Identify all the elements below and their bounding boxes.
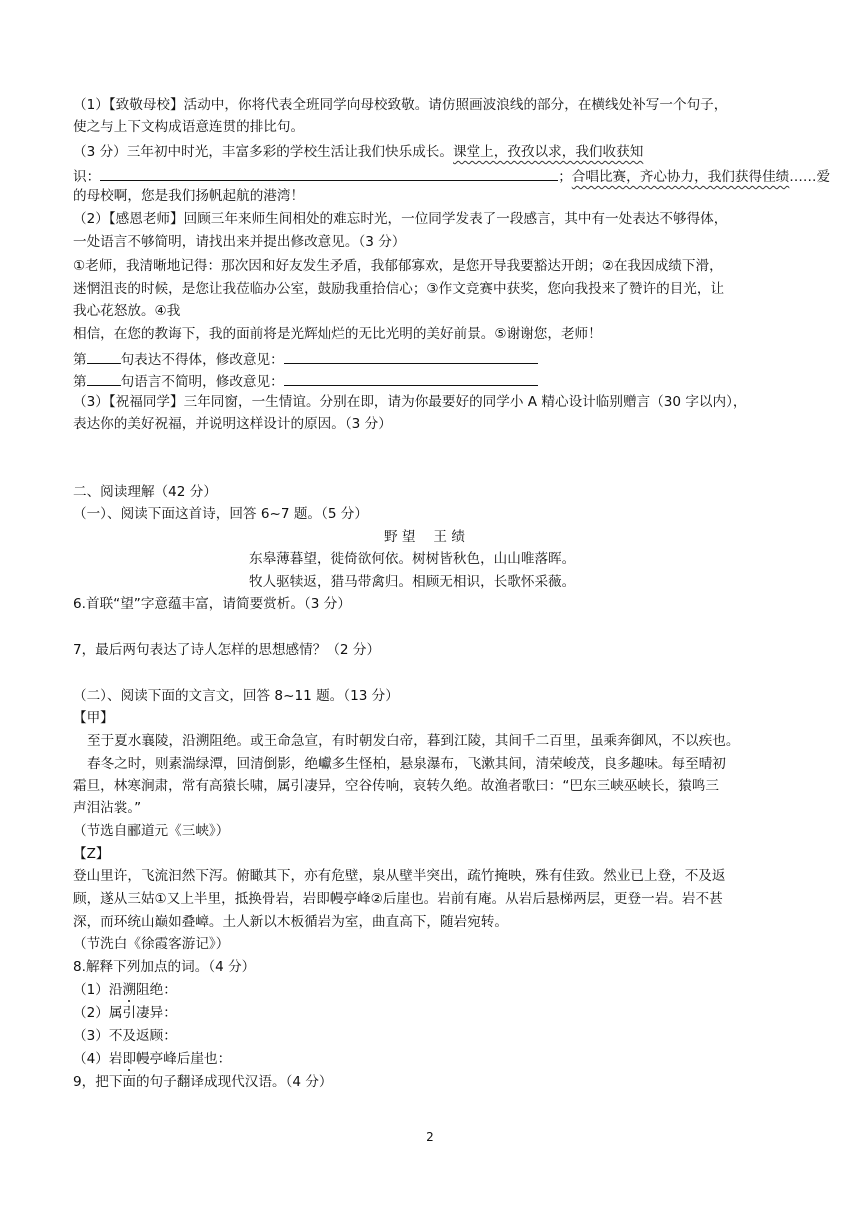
part2-heading: （二）、阅读下面的文言文，回答 8~11 题。（13 分） [73, 688, 399, 704]
q3-line-1: （3）【祝福同学】三年同窗，一生情谊。分别在即，请为你最要好的同学小 A 精心设计临别赠言（30 字以内）， [73, 394, 747, 410]
revision-blank[interactable] [284, 348, 538, 364]
q8-text: （4）岩 [73, 1051, 123, 1067]
question-9: 9，把下面的句子翻译成现代汉语。（4 分） [73, 1074, 333, 1090]
passage-jia-line: 至于夏水襄陵，沿溯阻绝。或王命急宣，有时朝发白帝，暮到江陵，其间千二百里，虽乘奔御风，不以疾也。 [87, 733, 740, 749]
q8-text: （3）不及返 [73, 1028, 150, 1044]
revision-blank[interactable] [284, 370, 538, 386]
q8-text: 顾 [149, 1028, 164, 1044]
q1-line-2: 使之与上下文构成语意连贯的排比句。 [73, 119, 305, 135]
sentence-number-blank[interactable] [87, 370, 121, 386]
sentence-number-blank[interactable] [87, 348, 121, 364]
poem-line-1: 东皋薄暮望，徙倚欲何依。树树皆秋色，山山唯落晖。 [249, 551, 576, 567]
passage-jia-line: 霜旦，林寒涧肃，常有高猿长啸，属引凄异，空谷传响，哀转久绝。故渔者歌曰：“巴东三峡巫峡长，猿鸣三 [73, 778, 719, 794]
wavy-underlined-sentence: 课堂上，孜孜以求，我们收获知 [453, 144, 644, 160]
page-number: 2 [426, 1130, 434, 1144]
question-8: 8.解释下列加点的词。（4 分） [73, 959, 256, 975]
q2-text: 第 [73, 374, 87, 390]
q1-line-3 [73, 143, 643, 161]
q2-text: 句语言不简明，修改意见： [120, 374, 284, 390]
q8-text: ： [163, 1028, 177, 1044]
part1-heading: （一）、阅读下面这首诗，回答 6~7 题。（5 分） [73, 506, 368, 522]
q8-item-1 [73, 981, 177, 999]
q2-line-3: ①老师，我清晰地记得：那次因和好友发生矛盾，我郁郁寡欢，是您开导我要豁达开朗；②在我因成绩下滑， [73, 258, 723, 274]
q2-line-7 [73, 348, 538, 369]
q2-text: 句表达不得体，修改意见： [120, 352, 284, 368]
q8-text: 幔亭峰后崖也： [136, 1051, 232, 1067]
q8-text: （2）属 [73, 1005, 123, 1021]
passage-jia-line: 春冬之时，则素湍绿潭，回清倒影，绝巘多生怪柏，悬泉瀑布，飞漱其间，清荣峻茂，良多趣味。每至晴初 [87, 756, 726, 772]
q2-line-1: （2）【感恩老师】回顾三年来师生间相处的难忘时光，一位同学发表了一段感言，其中有一处表达不够得体， [73, 211, 728, 227]
passage-yi-source: （节洗白《徐霞客游记》） [73, 936, 230, 952]
poem-line-2: 牧人驱犊返，猎马带禽归。相顾无相识，长歌怀采薇。 [249, 574, 576, 590]
passage-yi-line: 深，而环统山巅如叠嶂。土人新以木板循岩为室，曲直高下，随岩宛转。 [73, 914, 508, 930]
passage-yi-label: 【Z】 [73, 846, 110, 862]
q1-line-4 [73, 165, 830, 186]
q1-line-1: （1）【致敬母校】活动中，你将代表全班同学向母校致敬。请仿照画波浪线的部分，在横线处补写一个句子， [73, 97, 728, 113]
q1-text: ； [558, 169, 572, 185]
question-6: 6.首联“望”字意蕴丰富，请简要赏析。（3 分） [73, 596, 351, 612]
poem-title: 野 望 王 绩 [384, 529, 465, 545]
passage-jia-line: 声泪沾裳。” [73, 800, 142, 816]
q2-line-5: 我心花怒放。④我 [73, 303, 181, 319]
q2-line-4: 迷惘沮丧的时候，是您让我莅临办公室，鼓励我重拾信心；③作文竞赛中获奖，您向我投来了赞许的目光，让 [73, 281, 725, 297]
question-7: 7，最后两句表达了诗人怎样的思想感情？（2 分） [73, 642, 381, 658]
dotted-word: 溯 [122, 982, 137, 998]
passage-jia-label: 【甲】 [73, 710, 114, 726]
q8-item-4 [73, 1050, 231, 1068]
q8-item-2 [73, 1004, 177, 1022]
wavy-underlined-sentence: 合唱比赛，齐心协力，我们获得佳绩 [571, 169, 790, 185]
q8-text: （1）沿 [73, 982, 123, 998]
q2-line-8 [73, 370, 538, 391]
q8-text: 阻绝： [136, 982, 177, 998]
passage-yi-line: 登山里许，飞流汩然下泻。俯瞰其下，亦有危壁，泉从壁半突出，疏竹掩映，殊有佳致。然业已上登，不及返 [73, 868, 726, 884]
q2-line-2: 一处语言不够简明，请找出来并提出修改意见。（3 分） [73, 234, 406, 250]
q3-line-2: 表达你的美好祝福，并说明这样设计的原因。（3 分） [73, 416, 392, 432]
q2-line-6: 相信，在您的教诲下，我的面前将是光辉灿烂的无比光明的美好前景。⑤谢谢您，老师！ [73, 326, 602, 342]
dotted-word: 即 [122, 1051, 137, 1067]
section-heading: 二、阅读理解（42 分） [73, 484, 217, 500]
q1-text: ……爱 [789, 169, 831, 185]
q8-item-3 [73, 1027, 177, 1045]
q2-text: 第 [73, 352, 87, 368]
q1-text: （3 分）三年初中时光，丰富多彩的学校生活让我们快乐成长。 [73, 144, 453, 160]
passage-yi-line: 顾，遂从三姑①又上半里，抵换骨岩，岩即幔亭峰②后崖也。岩前有庵。从岩后悬梯两层，更登一岩。岩不甚 [73, 891, 723, 907]
q8-text: 引凄异： [122, 1005, 177, 1021]
passage-jia-source: （节选自郦道元《三峡》） [73, 823, 230, 839]
q1-line-5: 的母校啊，您是我们扬帆起航的港湾！ [73, 188, 305, 204]
q1-text: 识： [73, 169, 101, 185]
answer-blank[interactable] [100, 165, 558, 181]
